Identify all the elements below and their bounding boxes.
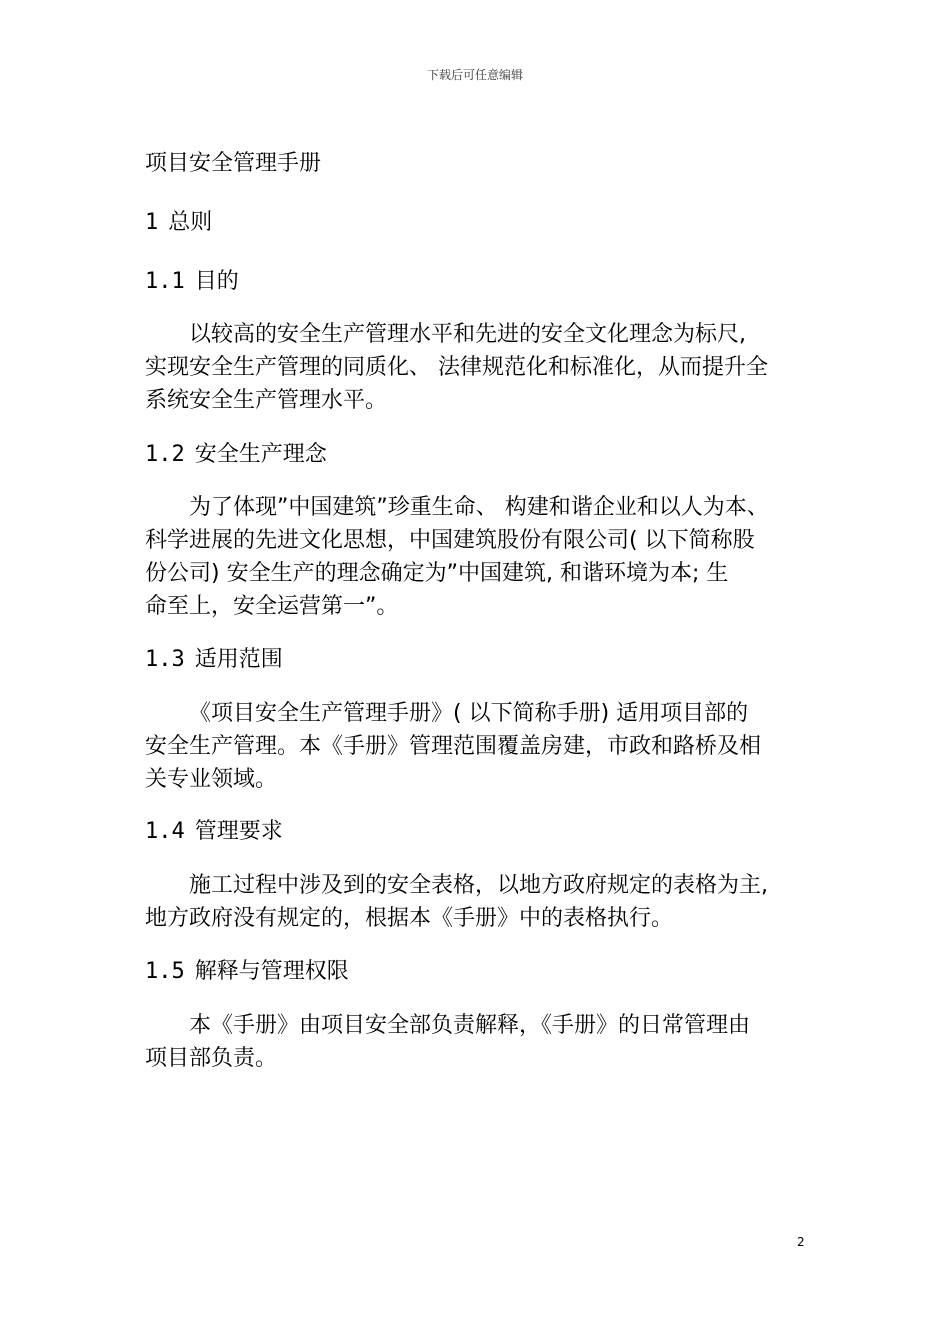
section-heading-1-3: [145, 644, 283, 676]
paragraph-line: 命至上，安全运营第一”。: [145, 594, 399, 619]
paragraph-line: 为了体现”中国建筑”珍重生命、 构建和谐企业和以人为本、: [189, 495, 769, 520]
section-title: 适用范围: [194, 647, 283, 672]
section-number: 1.5: [145, 959, 185, 984]
page-header-note: 下载后可任意编辑: [426, 68, 523, 82]
document-title: 项目安全管理手册: [145, 151, 322, 176]
section-number: 1.1: [145, 269, 185, 294]
section-number: 1: [145, 210, 159, 235]
section-heading-1: [145, 207, 212, 239]
paragraph-interpretation: [145, 1009, 825, 1075]
section-title: 管理要求: [194, 819, 283, 844]
paragraph-line: 地方政府没有规定的，根据本《手册》中的表格执行。: [145, 906, 674, 931]
paragraph-line: 安全生产管理。本《手册》管理范围覆盖房建，市政和路桥及相: [145, 734, 762, 759]
section-title: 解释与管理权限: [194, 959, 349, 984]
section-number: 1.4: [145, 819, 185, 844]
section-number: 1.2: [145, 442, 185, 467]
section-number: 1.3: [145, 647, 185, 672]
paragraph-line: 份公司) 安全生产的理念确定为”中国建筑, 和谐环境为本; 生: [145, 561, 729, 586]
section-title: 总则: [168, 210, 213, 235]
section-heading-1-1: [145, 266, 239, 298]
paragraph-line: 项目部负责。: [145, 1046, 278, 1071]
paragraph-safety-philosophy: [145, 491, 825, 623]
paragraph-purpose: [145, 318, 825, 417]
page-number: 2: [797, 1235, 805, 1249]
section-heading-1-2: [145, 439, 327, 471]
paragraph-line: 科学进展的先进文化思想，中国建筑股份有限公司( 以下简称股: [145, 528, 755, 553]
paragraph-line: 《项目安全生产管理手册》( 以下简称手册) 适用项目部的: [189, 701, 749, 726]
paragraph-line: 以较高的安全生产管理水平和先进的安全文化理念为标尺,: [189, 322, 746, 347]
paragraph-line: 实现安全生产管理的同质化、 法律规范化和标准化，从而提升全: [145, 355, 768, 380]
section-heading-1-5: [145, 956, 349, 988]
section-heading-1-4: [145, 816, 283, 848]
paragraph-management-requirements: [145, 869, 825, 935]
paragraph-scope: [145, 697, 825, 796]
paragraph-line: 施工过程中涉及到的安全表格，以地方政府规定的表格为主,: [189, 873, 768, 898]
section-title: 目的: [194, 269, 239, 294]
paragraph-line: 本《手册》由项目安全部负责解释，《手册》的日常管理由: [189, 1013, 751, 1038]
paragraph-line: 关专业领域。: [145, 767, 278, 792]
paragraph-line: 系统安全生产管理水平。: [145, 388, 388, 413]
section-title: 安全生产理念: [194, 442, 327, 467]
